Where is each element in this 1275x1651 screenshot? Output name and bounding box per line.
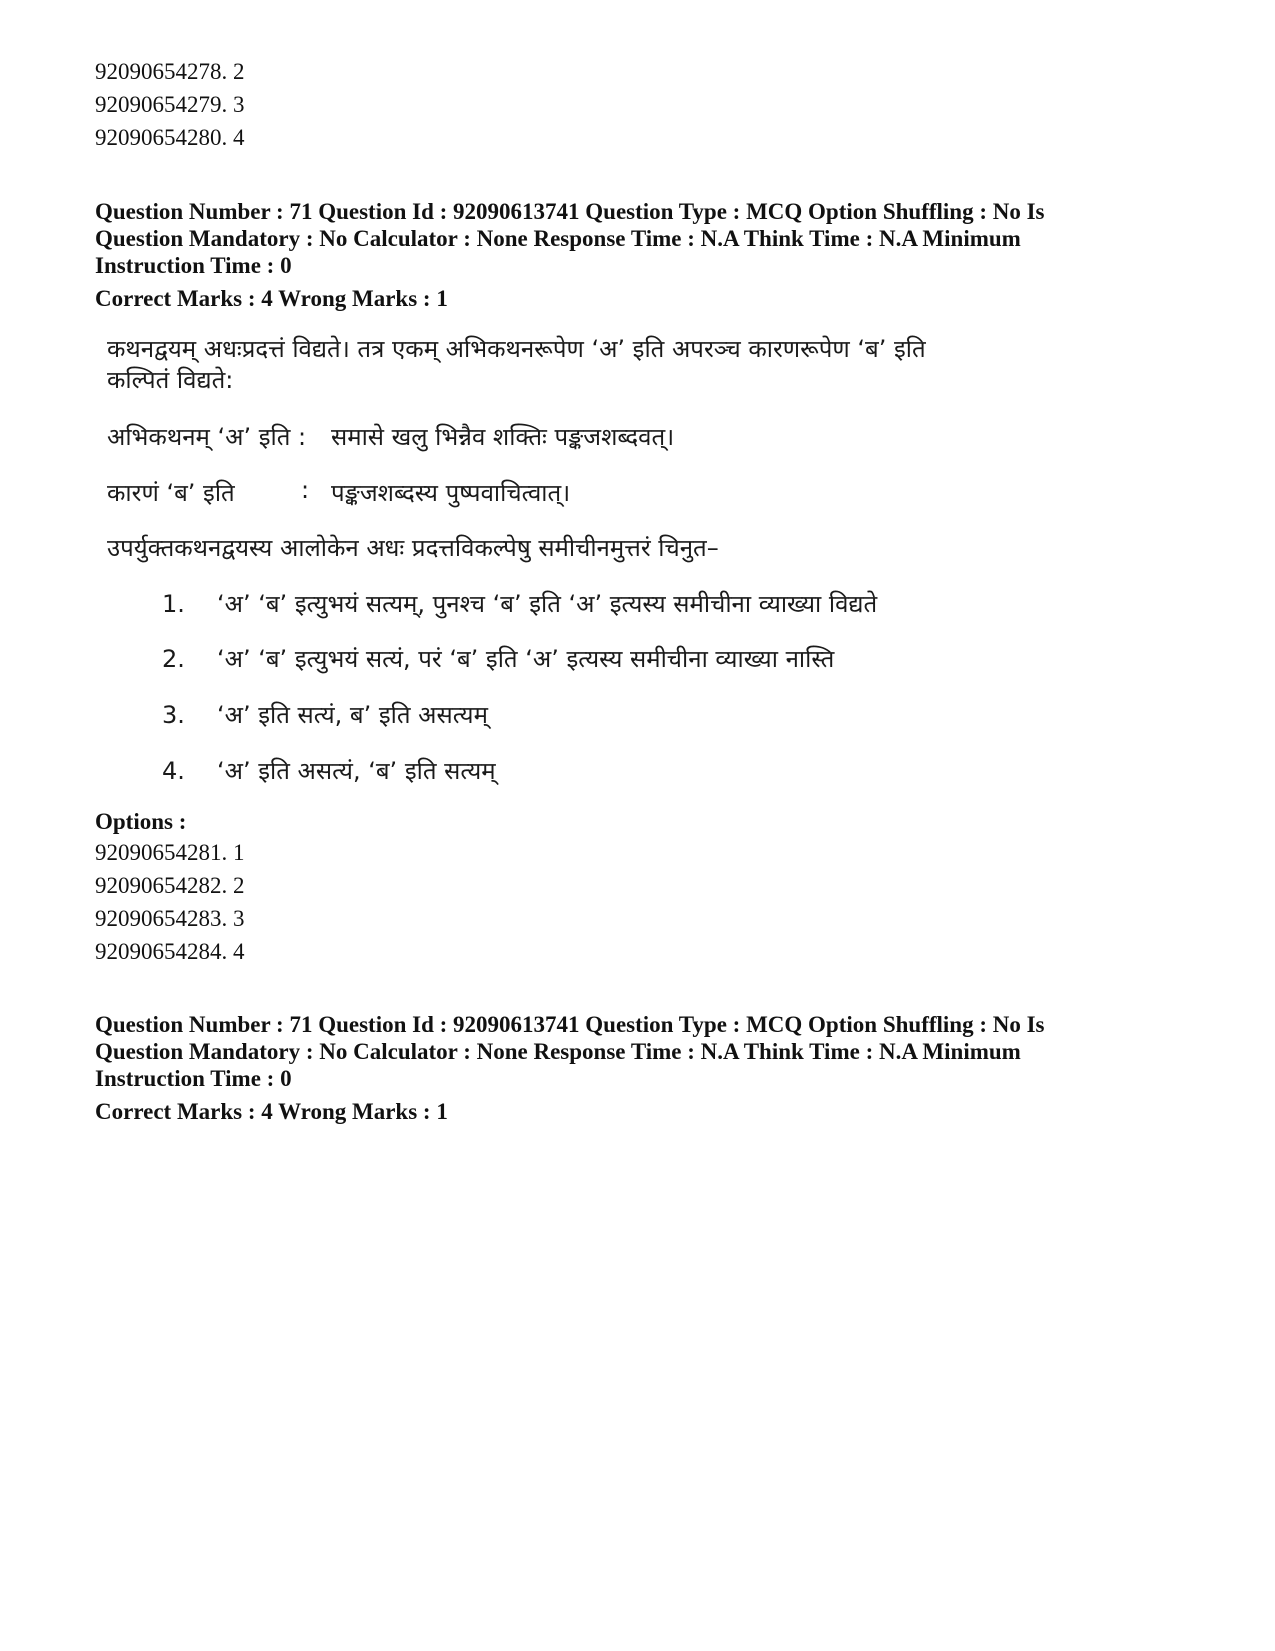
option-line: 92090654283. 3: [95, 906, 245, 931]
question-header: [95, 1011, 1045, 1092]
options-list: [95, 836, 245, 968]
choice-text: ‘अ’ इति सत्यं, ब’ इति असत्यम्: [217, 701, 488, 729]
question-meta-line: Question Number : 71 Question Id : 92090613741 Question Type : MCQ Option Shuffling : No Is: [95, 1012, 1045, 1037]
reason-label: कारणं ‘ब’ इति: [107, 479, 235, 507]
question-meta-line: Instruction Time : 0: [95, 1066, 292, 1091]
option-line: 92090654278. 2: [95, 59, 245, 84]
question-intro: कथनद्वयम् अधःप्रदत्तं विद्यते। तत्र एकम् अभिकथनरूपेण ‘अ’ इति अपरञ्च कारणरूपेण ‘ब’ इति: [107, 335, 926, 363]
option-line: 92090654279. 3: [95, 92, 245, 117]
assertion-label: अभिकथनम् ‘अ’ इति :: [107, 423, 307, 451]
option-line: 92090654284. 4: [95, 939, 245, 964]
choice-item: [162, 754, 496, 787]
question-header: [95, 198, 1045, 279]
choice-item: [162, 698, 488, 731]
reason-colon: :: [301, 476, 310, 504]
options-label: Options :: [95, 809, 187, 834]
question-meta-line: Instruction Time : 0: [95, 253, 292, 278]
question-marks: Correct Marks : 4 Wrong Marks : 1: [95, 1099, 448, 1124]
reason-text: पङ्कजशब्दस्य पुष्पवाचित्वात्।: [331, 479, 571, 507]
choice-number: 1.: [162, 590, 185, 618]
question-intro: कल्पितं विद्यते:: [107, 366, 234, 394]
option-line: 92090654281. 1: [95, 840, 245, 865]
choice-number: 2.: [162, 645, 185, 673]
question-meta-line: Question Number : 71 Question Id : 92090613741 Question Type : MCQ Option Shuffling : No Is: [95, 199, 1045, 224]
choice-text: ‘अ’ ‘ब’ इत्युभयं सत्यं, परं ‘ब’ इति ‘अ’ इत्यस्य समीचीना व्याख्या नास्ति: [217, 645, 835, 673]
question-marks: Correct Marks : 4 Wrong Marks : 1: [95, 286, 448, 311]
previous-options-list: [95, 55, 245, 154]
choice-text: ‘अ’ ‘ब’ इत्युभयं सत्यम्, पुनश्च ‘ब’ इति ‘अ’ इत्यस्य समीचीना व्याख्या विद्यते: [217, 590, 878, 618]
choice-number: 4.: [162, 757, 185, 785]
choice-number: 3.: [162, 701, 185, 729]
option-line: 92090654280. 4: [95, 125, 245, 150]
choice-text: ‘अ’ इति असत्यं, ‘ब’ इति सत्यम्: [217, 757, 496, 785]
assertion-text: समासे खलु भिन्नैव शक्तिः पङ्कजशब्दवत्।: [331, 423, 675, 451]
choice-item: [162, 587, 877, 620]
option-line: 92090654282. 2: [95, 873, 245, 898]
question-meta-line: Question Mandatory : No Calculator : None Response Time : N.A Think Time : N.A Minimum: [95, 1039, 1021, 1064]
choice-item: [162, 642, 834, 675]
question-instruction: उपर्युक्तकथनद्वयस्य आलोकेन अधः प्रदत्तविकल्पेषु समीचीनमुत्तरं चिनुत–: [107, 534, 719, 562]
question-meta-line: Question Mandatory : No Calculator : None Response Time : N.A Think Time : N.A Minimum: [95, 226, 1021, 251]
